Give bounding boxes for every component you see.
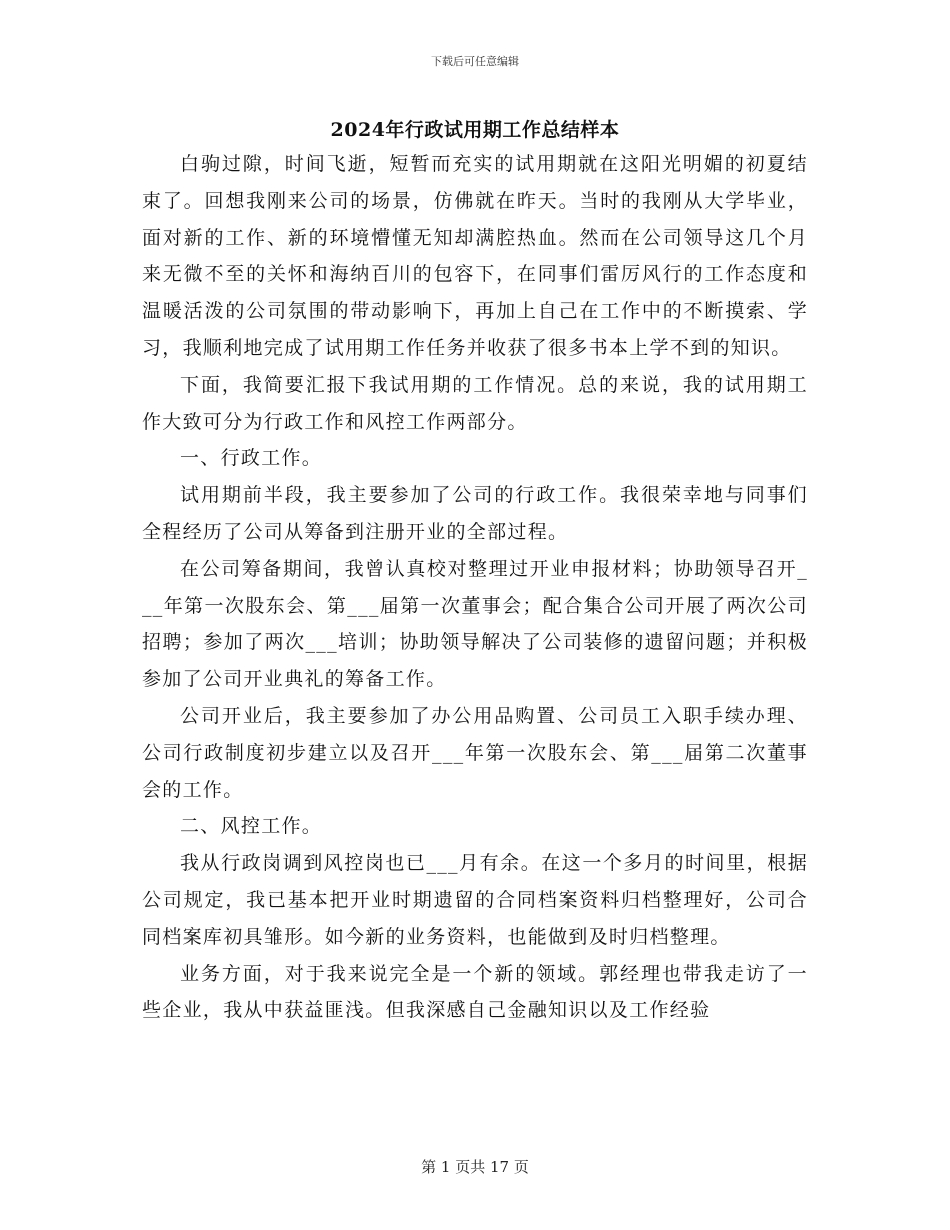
- paragraph-admin-overview: 试用期前半段，我主要参加了公司的行政工作。我很荣幸地与同事们全程经历了公司从筹备到注册开业的全部过程。: [142, 484, 808, 543]
- document-title: 2024年行政试用期工作总结样本: [330, 119, 620, 141]
- section-heading-admin: 一、行政工作。: [180, 447, 323, 470]
- document-body: [142, 146, 808, 1029]
- paragraph-business: 业务方面，对于我来说完全是一个新的领域。郭经理也带我走访了一些企业，我从中获益匪浅。但我深感自己金融知识以及工作经验: [142, 962, 808, 1022]
- paragraph-summary: 下面，我简要汇报下我试用期的工作情况。总的来说，我的试用期工作大致可分为行政工作和风控工作两部分。: [142, 373, 808, 433]
- paragraph-intro: 白驹过隙，时间飞逝，短暂而充实的试用期就在这阳光明媚的初夏结束了。回想我刚来公司的场景，仿佛就在昨天。当时的我刚从大学毕业，面对新的工作、新的环境懵懂无知却满腔热血。然而在公司领导这几个月来无微不至的关怀和海纳百川的包容下，在同事们雷厉风行的工作态度和温暖活泼的公司氛围的带动影响下，再加上自己在工作中的不断摸索、学习，我顺利地完成了试用期工作任务并收获了很多书本上学不到的知识。: [142, 153, 808, 359]
- paragraph-risk-transfer: 我从行政岗调到风控岗也已___月有余。在这一个多月的时间里，根据公司规定，我已基本把开业时期遗留的合同档案资料归档整理好，公司合同档案库初具雏形。如今新的业务资料，也能做到及时归档整理。: [142, 852, 808, 948]
- section-heading-risk: 二、风控工作。: [180, 815, 323, 838]
- page-footer: 第 1 页共 17 页: [421, 1158, 529, 1176]
- paragraph-after-opening: 公司开业后，我主要参加了办公用品购置、公司员工入职手续办理、公司行政制度初步建立以及召开___年第一次股东会、第___届第二次董事会的工作。: [142, 704, 808, 801]
- paragraph-preparation: 在公司筹备期间，我曾认真校对整理过开业申报材料；协助领导召开___年第一次股东会、第___届第一次董事会；配合集合公司开展了两次公司招聘；参加了两次___培训；协助领导解决了公司装修的遗留问题；并积极参加了公司开业典礼的筹备工作。: [142, 557, 808, 691]
- header-note: 下载后可任意编辑: [431, 55, 519, 68]
